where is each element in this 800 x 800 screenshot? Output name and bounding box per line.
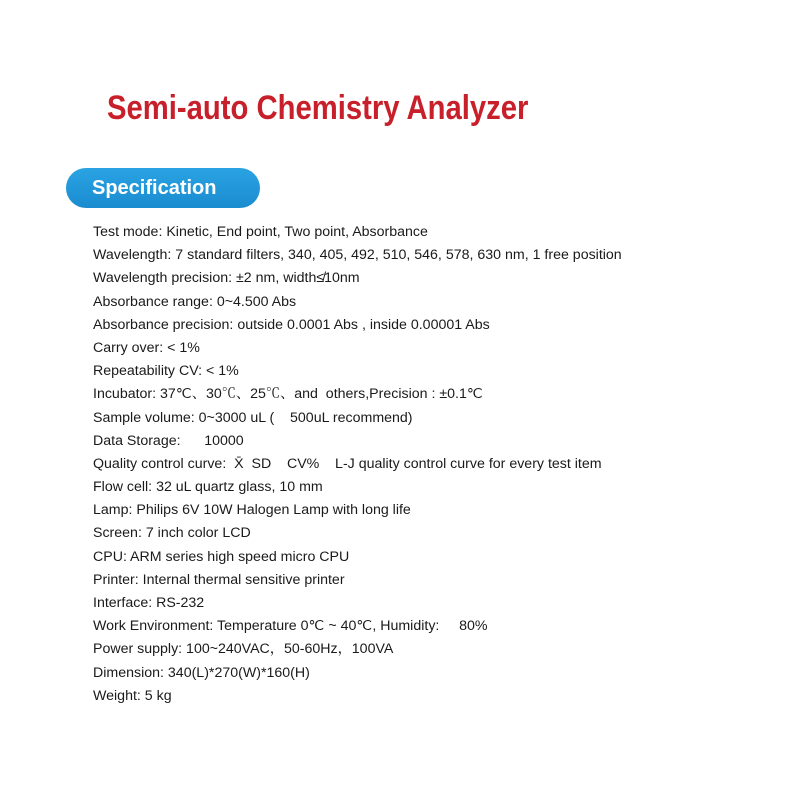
specification-list — [93, 221, 783, 708]
spec-absorbance-precision: Absorbance precision: outside 0.0001 Abs , inside 0.00001 Abs — [93, 316, 490, 333]
spec-interface: Interface: RS-232 — [93, 595, 205, 611]
spec-weight: Weight: 5 kg — [93, 687, 172, 704]
spec-cpu: CPU: ARM series high speed micro CPU — [93, 548, 350, 565]
spec-test-mode: Test mode: Kinetic, End point, Two point, Absorbance — [93, 224, 428, 240]
section-badge-specification: Specification — [66, 168, 260, 208]
spec-printer: Printer: Internal thermal sensitive printer — [93, 571, 345, 588]
spec-absorbance-range: Absorbance range: 0~4.500 Abs — [93, 293, 297, 310]
spec-carry-over: Carry over: < 1% — [93, 339, 200, 356]
spec-incubator: Incubator: 37℃、30℃、25℃、and others,Precision : ±0.1℃ — [93, 386, 483, 403]
spec-sample-volume: Sample volume: 0~3000 uL ( 500uL recommend) — [93, 409, 413, 426]
spec-screen: Screen: 7 inch color LCD — [93, 525, 251, 542]
page-title: Semi-auto Chemistry Analyzer — [107, 89, 529, 127]
spec-power-supply: Power supply: 100~240VAC，50-60Hz，100VA — [93, 641, 394, 658]
spec-work-environment: Work Environment: Temperature 0℃ ~ 40℃, Humidity: 80% — [93, 618, 488, 635]
spec-wavelength: Wavelength: 7 standard filters, 340, 405, 492, 510, 546, 578, 630 nm, 1 free position — [93, 247, 622, 264]
spec-data-storage: Data Storage: 10000 — [93, 432, 244, 449]
spec-lamp: Lamp: Philips 6V 10W Halogen Lamp with long life — [93, 502, 411, 519]
spec-flow-cell: Flow cell: 32 uL quartz glass, 10 mm — [93, 479, 323, 496]
spec-repeatability-cv: Repeatability CV: < 1% — [93, 363, 239, 380]
spec-quality-control-curve: Quality control curve: X̄ SD CV% L-J quality control curve for every test item — [93, 455, 602, 472]
spec-wavelength-precision: Wavelength precision: ±2 nm, width≰​10nm — [93, 270, 360, 287]
spec-dimension: Dimension: 340(L)*270(W)*160(H) — [93, 664, 310, 681]
